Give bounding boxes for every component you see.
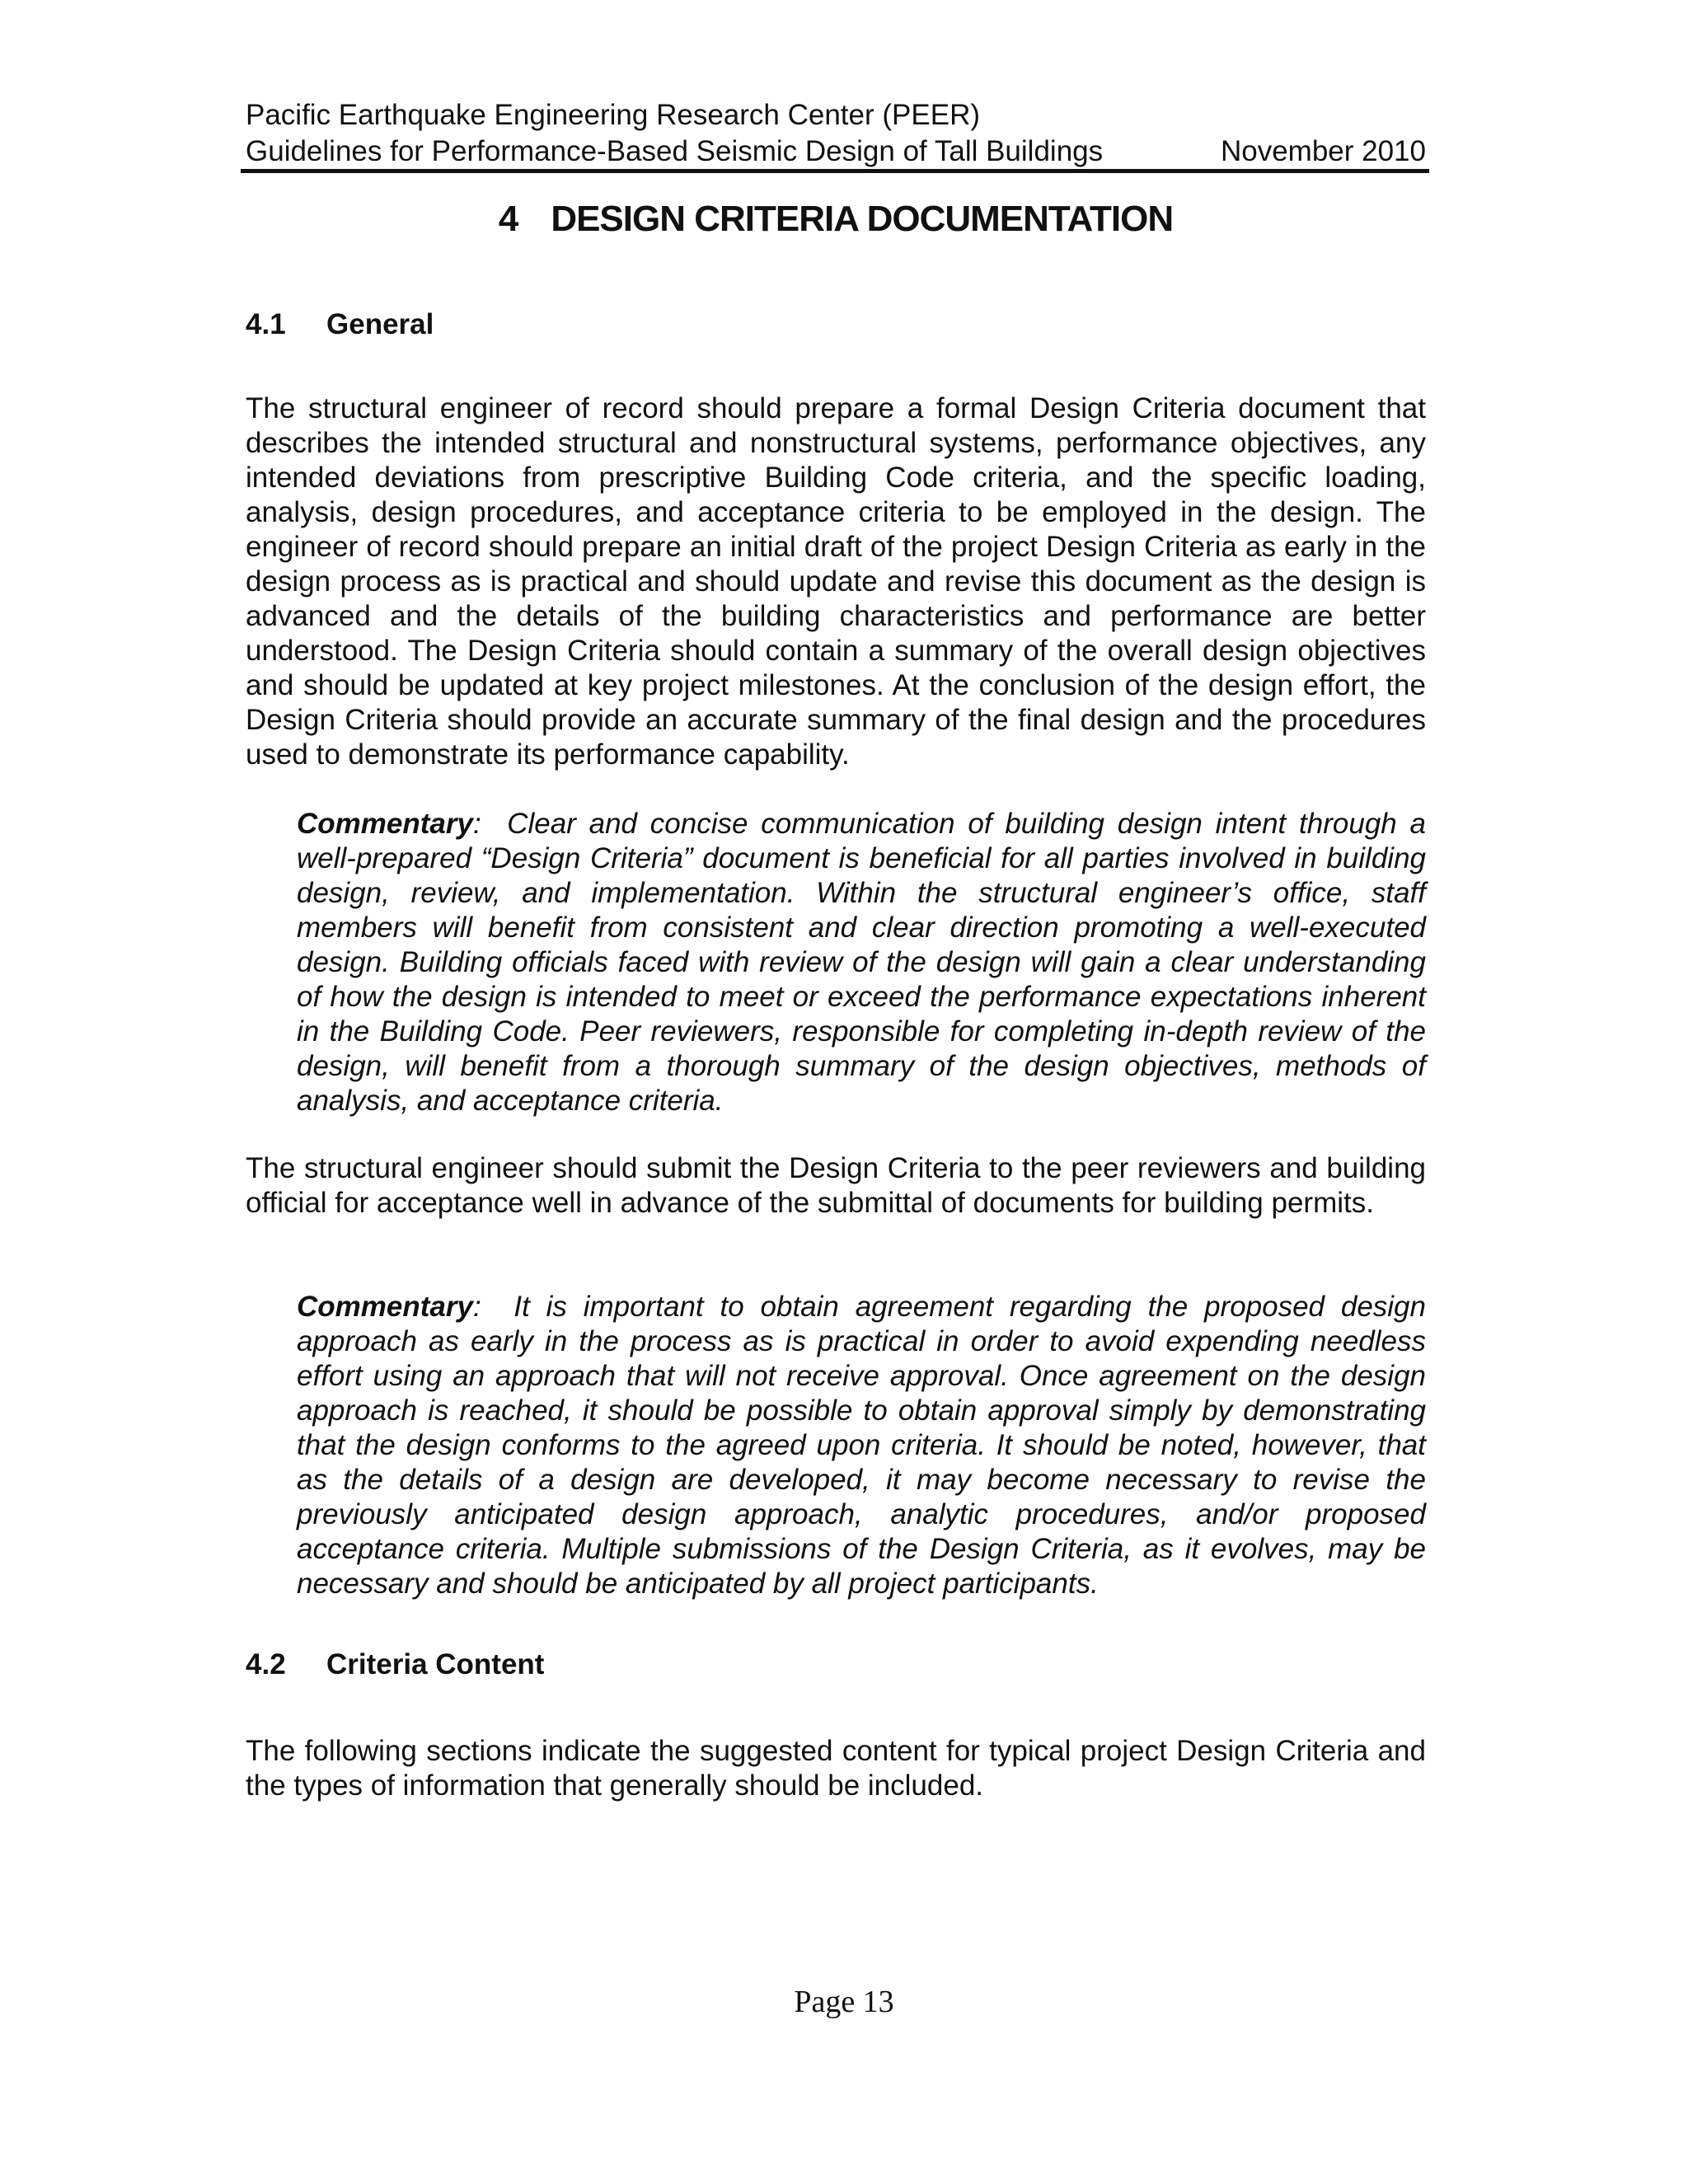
- section-title: Criteria Content: [326, 1648, 545, 1680]
- header-date: November 2010: [1220, 135, 1426, 167]
- chapter-title-text: DESIGN CRITERIA DOCUMENTATION: [551, 199, 1174, 239]
- chapter-number: 4: [498, 199, 518, 239]
- commentary-agreement: [297, 1290, 1426, 1601]
- header-divider: [241, 169, 1429, 173]
- chapter-title: [246, 196, 1426, 242]
- commentary-colon: :: [472, 808, 508, 840]
- commentary-text: It is important to obtain agreement regarding the proposed design approach as early in the process as is practical in order to avoid expending needless effort using an approach that will not receive approval. Once agreement on the design approach is reached, it should be possible to obtain approval simply by demonstrating that the design conforms to the agreed upon criteria. It should be noted, however, that as the details of a design are developed, it may become necessary to revise the previously anticipated design approach, analytic procedures, and/or proposed acceptance criteria. Multiple submissions of the Design Criteria, as it evolves, may be necessary and should be anticipated by all project participants.: [297, 1291, 1426, 1600]
- commentary-label: Commentary: [297, 808, 473, 840]
- commentary-text: Clear and concise communication of building design intent through a well-prepared “Design Criteria” document is beneficial for all parties involved in building design, review, and implementation. Within the structural engineer’s office, staff members will benefit from consistent and clear direction promoting a well-executed design. Building officials faced with review of the design will gain a clear understanding of how the design is intended to meet or exceed the performance expectations inherent in the Building Code. Peer reviewers, responsible for completing in-depth review of the design, will benefit from a thorough summary of the design objectives, methods of analysis, and acceptance criteria.: [297, 808, 1426, 1117]
- paragraph-following-sections: The following sections indicate the suggested content for typical project Design Criteria and the types of information that generally should be included.: [246, 1735, 1426, 1802]
- page-number: Page 13: [794, 1985, 894, 2019]
- paragraph-design-criteria-intro: The structural engineer of record should prepare a formal Design Criteria document that describes the intended structural and nonstructural systems, performance objectives, any intended deviations from prescriptive Building Code criteria, and the specific loading, analysis, design procedures, and acceptance criteria to be employed in the design. The engineer of record should prepare an initial draft of the project Design Criteria as early in the design process as is practical and should update and revise this document as the design is advanced and the details of the building characteristics and performance are better understood. The Design Criteria should contain a summary of the overall design objectives and should be updated at key project milestones. At the conclusion of the design effort, the Design Criteria should provide an accurate summary of the final design and the procedures used to demonstrate its performance capability.: [246, 392, 1426, 771]
- commentary-colon: :: [472, 1291, 514, 1323]
- section-number: 4.2: [246, 1648, 286, 1680]
- section-heading-general: [246, 307, 434, 343]
- section-title: General: [326, 308, 434, 340]
- header-organization: Pacific Earthquake Engineering Research Center (PEER): [246, 99, 980, 131]
- header-document-title: Guidelines for Performance-Based Seismic Design of Tall Buildings: [246, 135, 1104, 167]
- section-heading-criteria-content: [246, 1647, 544, 1683]
- section-number: 4.1: [246, 308, 286, 340]
- running-header: [246, 97, 1426, 170]
- commentary-label: Commentary: [297, 1291, 473, 1323]
- paragraph-submit-criteria: The structural engineer should submit the Design Criteria to the peer reviewers and building official for acceptance well in advance of the submittal of documents for building permits.: [246, 1152, 1426, 1219]
- header-title-row: [246, 134, 1426, 170]
- commentary-design-intent: [297, 807, 1426, 1118]
